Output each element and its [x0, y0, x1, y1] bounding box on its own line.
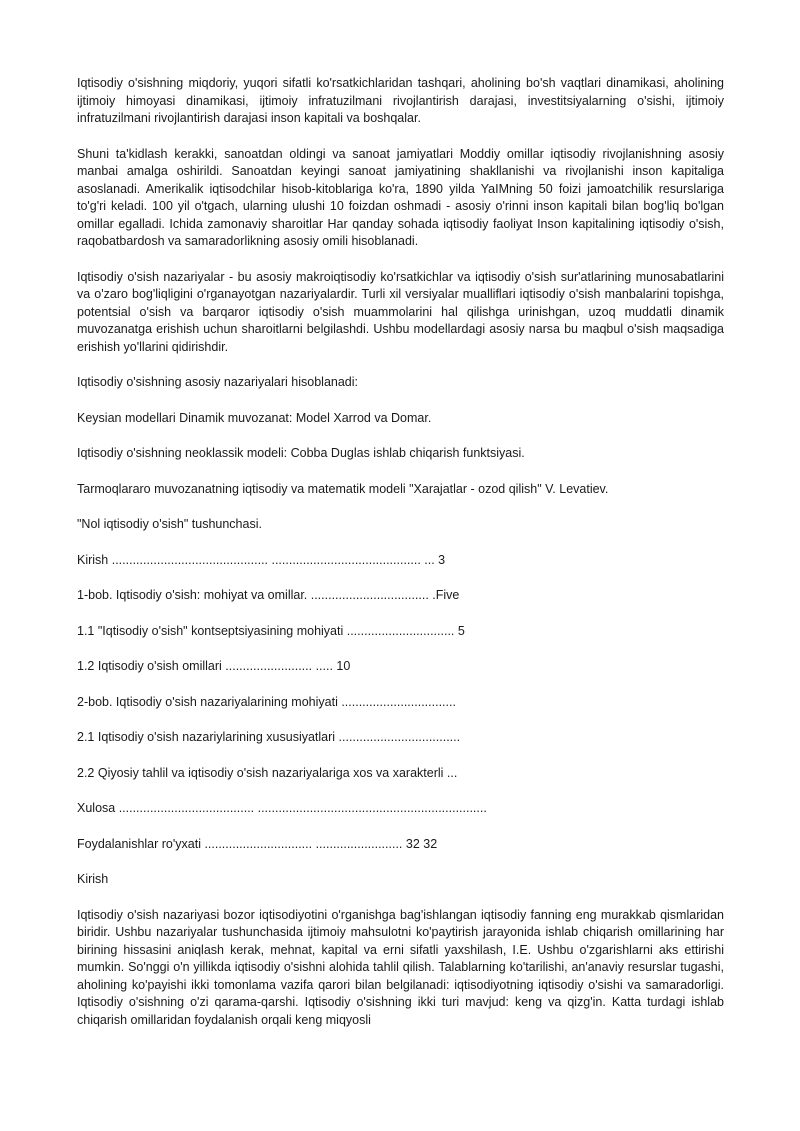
table-of-contents: [77, 552, 724, 854]
toc-entry-1-2: 1.2 Iqtisodiy o'sish omillari ......................... ..... 10: [77, 659, 351, 673]
toc-entry-xulosa: Xulosa ....................................... ..................................................................: [77, 801, 487, 815]
toc-entry-2-1: 2.1 Iqtisodiy o'sish nazariylarining xususiyatlari ...................................: [77, 730, 461, 744]
paragraph-keynesian-models: Keysian modellari Dinamik muvozanat: Model Xarrod va Domar.: [77, 410, 432, 425]
toc-entry-references: Foydalanishlar ro'yxati ............................... ......................... 32 32: [77, 836, 438, 851]
paragraph-zero-growth: "Nol iqtisodiy o'sish" tushunchasi.: [77, 517, 262, 531]
toc-entry-chapter-2: 2-bob. Iqtisodiy o'sish nazariyalarining mohiyati .................................: [77, 694, 456, 709]
section-heading-kirish: Kirish: [77, 872, 109, 886]
paragraph-introduction: Iqtisodiy o'sish nazariyasi bozor iqtisodiyotini o'rganishga bag'ishlangan iqtisodiy fanning eng murakkab qismlaridan biridir. Ushbu nazariyalar tushunchasida ijtimoiy mahsulotni ko'paytirish jarayonida ishlab chiqarish omillarining har birining hissasini aniqlash kerak, mehnat, kapital va erni sifatli yaxshilash, I.E. Ushbu o'zgarishlarni aks ettirishi mumkin. So'nggi o'n yillikda iqtisodiy o'sishni alohida tahlil qilish. Talablarning ko'tarilishi, an'anaviy resurslar tugashi, aholining ko'payishi ikki tomonlama vazifa qarori bilan belgilanadi: iqtisodiyotning iqtisodiy o'sishi va samaradorligi. Iqtisodiy o'sishning o'zi qarama-qarshi. Iqtisodiy o'sishning ikki turi mavjud: keng va qizg'in. Katta turdagi ishlab chiqarish omillaridan foydalanish orqali keng miqyosli: [77, 907, 724, 1027]
paragraph-leontief-model: Tarmoqlararo muvozanatning iqtisodiy va matematik modeli "Xarajatlar - ozod qilish" V. Levatiev.: [77, 481, 609, 496]
paragraph-neoclassical-model: Iqtisodiy o'sishning neoklassik modeli: Cobba Duglas ishlab chiqarish funktsiyasi.: [77, 446, 525, 460]
toc-entry-1-1: 1.1 "Iqtisodiy o'sish" kontseptsiyasining mohiyati ............................... 5: [77, 623, 465, 638]
toc-entry-kirish: Kirish ............................................. ........................................... ... 3: [77, 552, 446, 567]
paragraph-growth-theories: Iqtisodiy o'sish nazariyalar - bu asosiy makroiqtisodiy ko'rsatkichlar va iqtisodiy o'sish sur'atlarining munosabatlarini va o'zaro bog'liqligini o'rganayotgan nazariyalardir. Turli xil versiyalar mualliflari iqtisodiy o'sish manbalarini topishga, potentsial o'sish va barqaror iqtisodiy o'sish muammolarini hal qilishga urinishgan, uzoq muddatli dinamik muvozanatga erishish uchun sharoitlarni belgilashdi. Ushbu modellardagi asosiy narsa bu maqbul o'sish maqsadiga erishish yo'llarini qidirishdir.: [77, 269, 724, 354]
paragraph-human-capital: Shuni ta'kidlash kerakki, sanoatdan oldingi va sanoat jamiyatlari Moddiy omillar iqtisodiy rivojlanishning asosiy manbai amalga oshirildi. Sanoatdan keyingi sanoat jamiyatining shakllanishi va rivojlanishi inson kapitaliga asoslanadi. Amerikalik iqtisodchilar hisob-kitoblariga ko'ra, 1890 yilda YaIMning 50 foizi jamoatchilik resurslariga to'g'ri keladi. 100 yil o'tgach, ularning ulushi 10 foizdan oshmadi - asosiy o'rinni inson kapitali bilan bog'liq bo'lgan omillar egalladi. Ichida zamonaviy sharoitlar Har qanday sohada iqtisodiy faoliyat Inson kapitalining iqtisodiy o'sish, raqobatbardosh va samaradorlikning asosiy omili hisoblanadi.: [77, 146, 724, 248]
paragraph-growth-indicators: Iqtisodiy o'sishning miqdoriy, yuqori sifatli ko'rsatkichlaridan tashqari, aholining bo'sh vaqtlari dinamikasi, aholining ijtimoiy himoyasi dinamikasi, ijtimoiy infratuzilmani rivojlantirish darajasi, investitsiyalarning o'sishi, ijtimoiy infratuzilmani rivojlantirish darajasi inson kapitali va boshqalar.: [77, 76, 724, 125]
toc-entry-chapter-1: 1-bob. Iqtisodiy o'sish: mohiyat va omillar. .................................. .Five: [77, 588, 460, 602]
toc-entry-2-2: 2.2 Qiyosiy tahlil va iqtisodiy o'sish nazariyalariga xos va xarakterli ...: [77, 765, 458, 780]
paragraph-main-theories-intro: Iqtisodiy o'sishning asosiy nazariyalari hisoblanadi:: [77, 375, 359, 389]
